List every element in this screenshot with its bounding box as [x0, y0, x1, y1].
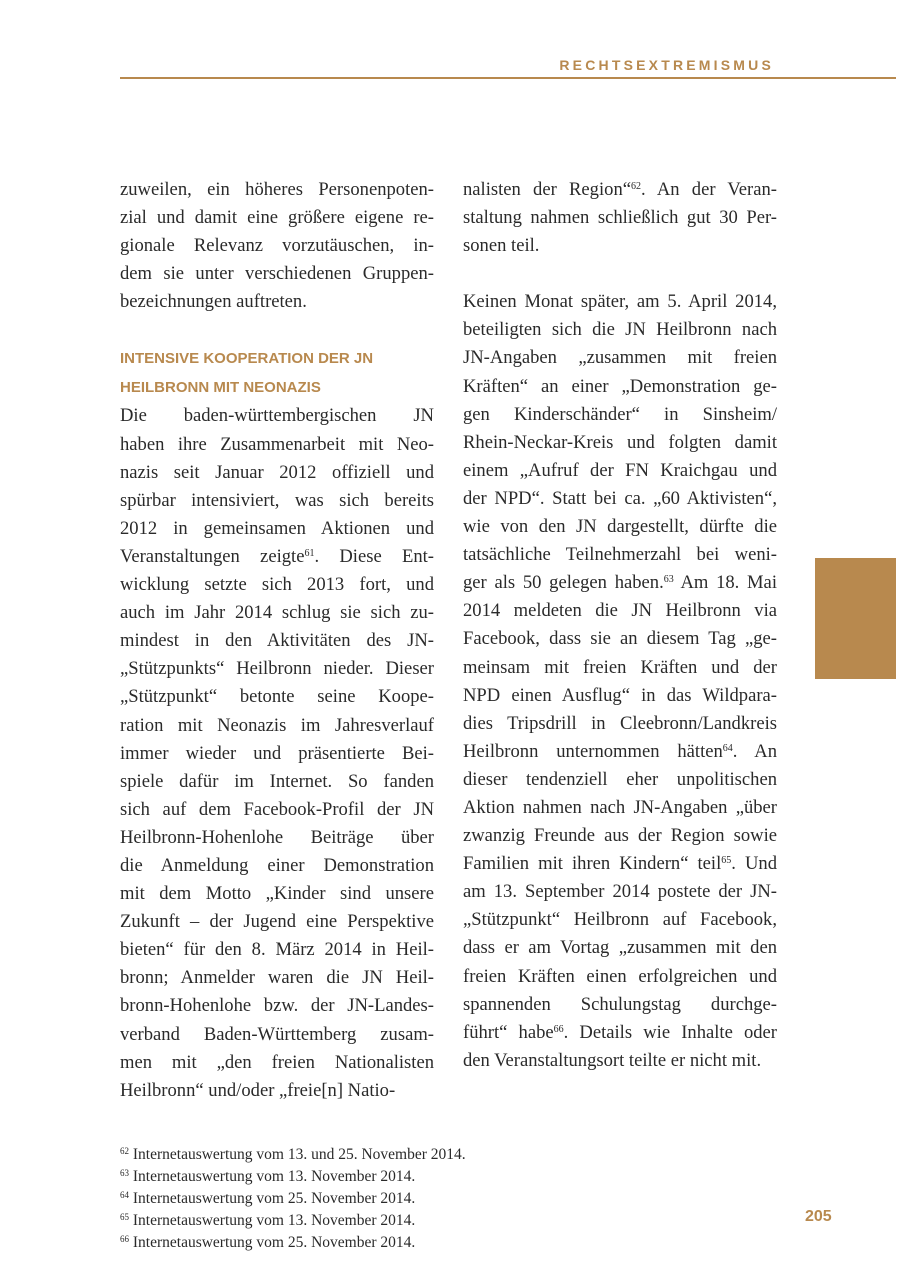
header-rule — [120, 77, 896, 79]
footnote: $^{64}$ Internetauswertung vom 25. November 2014. — [120, 1190, 416, 1207]
text-line: Zukunft – der Jugend eine Perspektive — [120, 911, 434, 933]
text-line: am 13. September 2014 postete der JN- — [463, 881, 777, 903]
footnote-ref: 65 — [721, 855, 732, 867]
text-line: zial und damit eine größere eigene re- — [120, 207, 434, 229]
text-line: verband Baden-Württemberg zusam- — [120, 1023, 434, 1045]
footnote: $^{62}$ Internetauswertung vom 13. und 25. November 2014. — [120, 1146, 466, 1163]
text-line: gionale Relevanz vorzutäuschen, in- — [120, 235, 434, 257]
text-line: einem „Aufruf der FN Kraichgau und — [463, 459, 777, 481]
text-line: auch im Jahr 2014 schlug sie sich zu- — [120, 602, 434, 624]
text-line: sich auf dem Facebook-Profil der JN — [120, 798, 434, 820]
text-line: INTENSIVE KOOPERATION DER JN — [120, 350, 374, 368]
text-line: „Stützpunkts“ Heilbronn nieder. Dieser — [120, 658, 434, 680]
text-line: die Anmeldung einer Demonstration — [120, 854, 434, 876]
text-line: staltung nahmen schließlich gut 30 Per- — [463, 207, 777, 229]
text-line: 2012 in gemeinsamen Aktionen und — [120, 517, 434, 539]
text-line: spürbar intensiviert, was sich bereits — [120, 489, 434, 511]
running-header: RECHTSEXTREMISMUS — [559, 57, 774, 73]
text-line: sonen teil. — [463, 235, 540, 257]
text-line: Familien mit ihren Kindern“ teil$^{65}$. Und — [463, 853, 777, 875]
text-line: spiele dafür im Internet. So fanden — [120, 770, 434, 792]
footnote: $^{63}$ Internetauswertung vom 13. November 2014. — [120, 1168, 416, 1185]
text-line: zuweilen, ein höheres Personenpoten- — [120, 179, 434, 200]
text-line: „Stützpunkt“ Heilbronn auf Facebook, — [463, 909, 777, 931]
text-line: gen Kinderschänder“ in Sinsheim/ — [463, 403, 777, 425]
paragraph — [463, 176, 777, 260]
text-line: den Veranstaltungsort teilte er nicht mit. — [463, 1049, 762, 1071]
text-line: JN-Angaben „zusammen mit freien — [463, 347, 777, 369]
paragraph — [120, 402, 434, 1104]
footnote-ref: 64 — [722, 742, 733, 754]
page-number: 205 — [805, 1208, 832, 1225]
footnote-ref: 66 — [553, 1023, 564, 1035]
text-line: 2014 meldeten die JN Heilbronn via — [463, 600, 777, 622]
text-line: bronn; Anmelder waren die JN Heil- — [120, 967, 434, 989]
footnotes — [120, 1144, 620, 1254]
text-line: dem sie unter verschiedenen Gruppen- — [120, 263, 434, 285]
text-line: HEILBRONN MIT NEONAZIS — [120, 379, 321, 397]
text-line: bezeichnungen auftreten. — [120, 291, 307, 313]
text-line: Heilbronn“ und/oder „freie[n] Natio- — [120, 1079, 396, 1101]
footnote: $^{65}$ Internetauswertung vom 13. November 2014. — [120, 1212, 416, 1229]
text-line: freien Kräften einen erfolgreichen und — [463, 965, 777, 987]
text-line: Facebook, dass sie an diesem Tag „ge- — [463, 628, 777, 650]
text-line: haben ihre Zusammenarbeit mit Neo- — [120, 433, 434, 455]
text-line: Veranstaltungen zeigte$^{61}$. Diese Ent- — [120, 545, 434, 567]
paragraph — [120, 176, 434, 316]
text-line: mindest in den Aktivitäten des JN- — [120, 630, 434, 652]
section-heading — [120, 344, 434, 402]
chapter-tab-marker — [815, 558, 896, 679]
text-line: dies Tripsdrill in Cleebronn/Landkreis — [463, 712, 777, 734]
text-line: mit dem Motto „Kinder sind unsere — [120, 883, 434, 905]
text-line: spannenden Schulungstag durchge- — [463, 993, 777, 1015]
text-line: zwanzig Freunde aus der Region sowie — [463, 825, 777, 847]
text-line: NPD einen Ausflug“ in das Wildpara- — [463, 684, 777, 706]
text-line: Keinen Monat später, am 5. April 2014, — [463, 291, 777, 313]
text-line: bronn-Hohenlohe bzw. der JN-Landes- — [120, 995, 434, 1017]
text-line: Rhein-Neckar-Kreis und folgten damit — [463, 431, 777, 453]
text-line: führt“ habe$^{66}$. Details wie Inhalte oder — [463, 1021, 777, 1043]
text-line: ger als 50 gelegen haben.$^{63}$ Am 18. Mai — [463, 572, 777, 594]
text-line: dass er am Vortag „zusammen mit den — [463, 937, 777, 959]
footnote-ref: 62 — [631, 181, 641, 192]
footnote-ref: 63 — [663, 574, 674, 586]
text-line: wie von den JN dargestellt, dürfte die — [463, 516, 777, 538]
text-line: bieten“ für den 8. März 2014 in Heil- — [120, 939, 434, 961]
footnote: $^{66}$ Internetauswertung vom 25. November 2014. — [120, 1234, 416, 1251]
text-line: Heilbronn unternommen hätten$^{64}$. An — [463, 740, 777, 762]
text-line: Kräften“ an einer „Demonstration ge- — [463, 375, 777, 397]
text-line: Heilbronn-Hohenlohe Beiträge über — [120, 826, 434, 848]
text-line: beteiligten sich die JN Heilbronn nach — [463, 319, 777, 341]
text-line: nazis seit Januar 2012 offiziell und — [120, 461, 434, 483]
footnote-ref: 61 — [304, 547, 315, 559]
paragraph — [463, 288, 777, 1075]
text-line: der NPD“. Statt bei ca. „60 Aktivisten“, — [463, 487, 777, 509]
text-line: wicklung setzte sich 2013 fort, und — [120, 574, 434, 596]
text-line: meinsam mit freien Kräften und der — [463, 656, 777, 678]
text-line: dieser tendenziell eher unpolitischen — [463, 768, 777, 790]
text-line: immer wieder und präsentierte Bei- — [120, 742, 434, 764]
right-column — [463, 176, 777, 1075]
text-line: nalisten der Region“$^{62}$. An der Veran- — [463, 179, 777, 200]
text-line: Aktion nahmen nach JN-Angaben „über — [463, 796, 777, 818]
text-line: Die baden-württembergischen JN — [120, 405, 434, 427]
text-line: men mit „den freien Nationalisten — [120, 1051, 434, 1073]
text-line: „Stützpunkt“ betonte seine Koope- — [120, 686, 434, 708]
left-column — [120, 176, 434, 1105]
text-line: tatsächliche Teilnehmerzahl bei weni- — [463, 544, 777, 566]
text-line: ration mit Neonazis im Jahresverlauf — [120, 714, 434, 736]
